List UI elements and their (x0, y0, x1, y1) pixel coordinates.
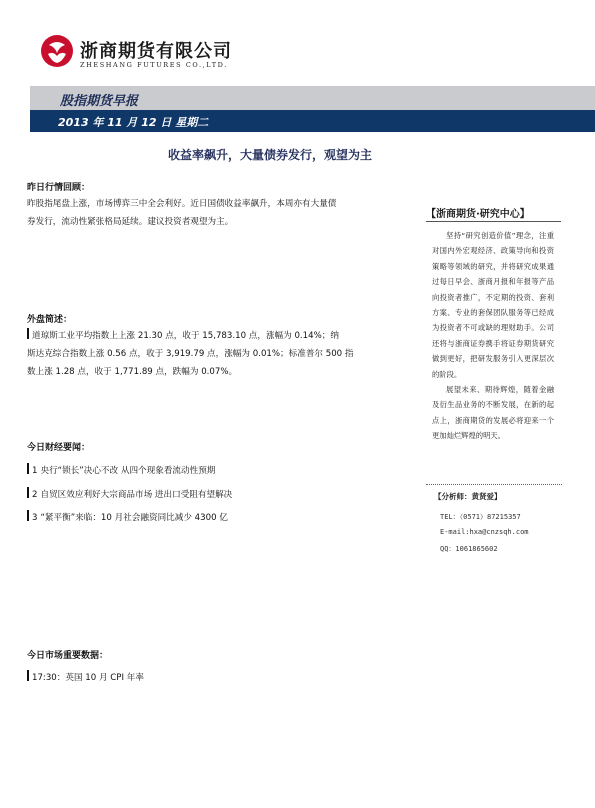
overseas-heading: 外盘简述： (27, 315, 73, 325)
analyst-label: 【分析师：黄贤爱】 (434, 492, 502, 501)
review-paragraph (27, 195, 409, 231)
report-date: 2013 年 11 月 12 日 星期二 (58, 116, 209, 129)
headline: 收益率飙升，大量债券发行，观望为主 (167, 148, 372, 162)
review-heading: 昨日行情回顾： (27, 183, 91, 193)
market-data-heading: 今日市场重要数据： (27, 651, 109, 661)
bullet-marker (27, 463, 29, 474)
news-heading: 今日财经要闻： (27, 443, 91, 453)
bullet-marker (27, 510, 29, 521)
overseas-paragraph (27, 327, 409, 381)
bullet-marker (27, 670, 29, 681)
analyst-tel: TEL：（0571）87215357 (440, 513, 521, 521)
report-title: 股指期货早报 (60, 94, 139, 109)
sidebar-divider (426, 221, 561, 222)
overseas-line: 斯达克综合指数上涨 0.56 点，收于 3,919.79 点，涨幅为 0.01%；标准普尔 500 指 (27, 349, 354, 359)
company-name-en: ZHESHANG FUTURES CO.,LTD. (80, 61, 228, 69)
news-item: 2 自贸区效应利好大宗商品市场 进出口受阻有望解决 (27, 487, 232, 500)
sidebar-title: 【浙商期货·研究中心】 (426, 209, 530, 220)
bullet-marker (27, 487, 29, 498)
sidebar-paragraph: 坚持“研究创造价值”理念，注重对国内外宏观经济、政策导向和投资策略等领域的研究，并将研究成果通过每日早会、浙商月报和年报等产品向投资者推广，不定期的投资、套利方案、专业的套保团队服务等已经成为投资者不可或缺的理财助手。公司还将与浙商证券携手将证券期货研究做到更好，把研发服务引入更深层次的阶段。 (432, 231, 554, 379)
overseas-line: 数上涨 1.28 点，收于 1,771.89 点，跌幅为 0.07%。 (27, 367, 238, 377)
analyst-email[interactable]: E-mail:hxa@cnzsqh.com (440, 528, 529, 536)
company-name-cn: 浙商期货有限公司 (80, 41, 232, 62)
news-item: 3 “紧平衡”来临：10 月社会融资同比减少 4300 亿 (27, 510, 228, 523)
company-logo-icon (40, 34, 74, 68)
analyst-qq: QQ：1061865602 (440, 545, 498, 553)
sidebar-text (432, 228, 554, 444)
news-item: 1 央行“锁长”决心不改 从四个现象看流动性预期 (27, 463, 215, 476)
bullet-marker (27, 328, 29, 339)
overseas-line: 道琼斯工业平均指数上上涨 21.30 点，收于 15,783.10 点，涨幅为 0.14%；纳 (27, 327, 409, 345)
review-line: 券发行，流动性紧张格局延续。建议投资者观望为主。 (27, 217, 234, 227)
market-data-item: 17:30：英国 10 月 CPI 年率 (27, 670, 144, 683)
sidebar-paragraph: 展望未来、期待辉煌，随着金融及衍生品业务的不断发展，在新的起点上，浙商期货的发展必将迎来一个更加灿烂辉煌的明天。 (432, 385, 554, 441)
review-line: 昨股指尾盘上涨，市场博弈三中全会利好。近日国债收益率飙升，本周亦有大量债 (27, 199, 337, 209)
